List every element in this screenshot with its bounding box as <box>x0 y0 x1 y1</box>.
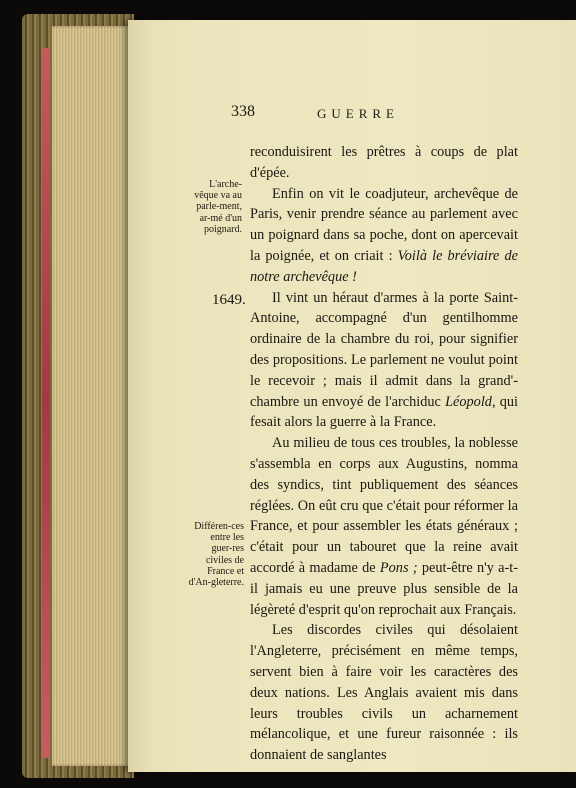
body-text <box>250 142 518 766</box>
margin-note-archbishop: L'arche-vêque va au parle-ment, ar-mé d'un poignard. <box>194 179 242 235</box>
name-leopold: Léopold <box>445 393 492 410</box>
paragraph: reconduisirent les prêtres à coups de plat d'épée. <box>250 144 518 181</box>
page-number: 338 <box>231 103 255 120</box>
page-edges <box>52 26 132 766</box>
running-head <box>231 103 437 123</box>
paragraph: Au milieu de tous ces troubles, la noblesse s'assembla en corps aux Augustins, nomma des syndics, tint publiquement des séances réglées. On eût cru que c'était pour réformer la France, et pour assembler les états généraux ; c'était pour un tabouret que la reine avait accordé à madame de Pons ; peut-être n'y a-t-il jamais eu une preuve plus sensible de la légèreté d'esprit qu'on reprochait aux Français. <box>250 435 519 618</box>
margin-note-year: 1649. <box>212 292 246 308</box>
paragraph: Enfin on vit le coadjuteur, archevêque de Paris, venir prendre séance au parlement avec un poignard dans sa poche, dont on apercevait la poignée, et on criait : Voilà le bréviaire de notre archevêque ! <box>250 185 518 285</box>
name-pons: Pons ; <box>379 559 418 576</box>
paragraph: Les discordes civiles qui désolaient l'Angleterre, précisément en même temps, servent bien à faire voir les caractères des deux nations. Les Anglais avaient mis dans leurs troubles civils un acharnement mélancolique, et une fureur raisonnée : ils donnaient de sanglantes <box>250 622 518 764</box>
margin-note-civil-wars: Différen-ces entre les guer-res civiles de France et d'An-gleterre. <box>188 521 244 589</box>
quotation: Voilà le bréviaire de notre archevêque ! <box>250 247 518 285</box>
red-edge <box>42 48 50 758</box>
paragraph: Il vint un héraut d'armes à la porte Saint-Antoine, accompagné d'un gentilhomme ordinaire de la chambre du roi, pour signifier des propositions. Le parlement ne voulut point le recevoir ; mais il admit dans la grand'-chambre un envoyé de l'archiduc Léopold, qui fesait alors la guerre à la France. <box>250 289 518 431</box>
running-title: GUERRE <box>317 106 399 121</box>
